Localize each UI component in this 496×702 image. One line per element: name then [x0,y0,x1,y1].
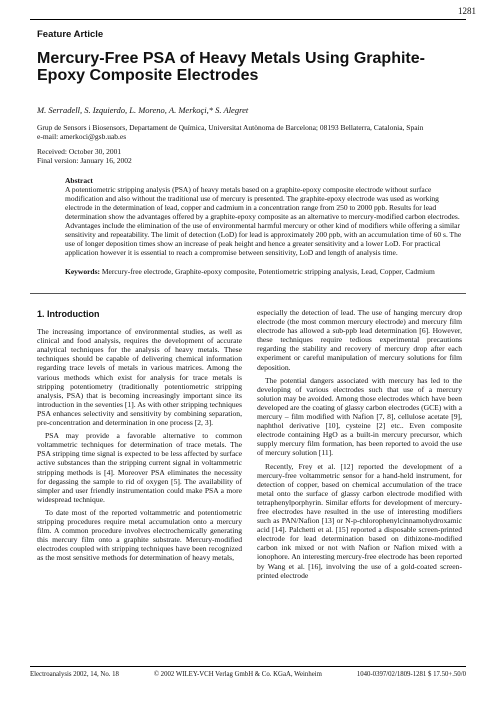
abstract [65,176,462,257]
section-heading: 1. Introduction [37,309,100,319]
paragraph: Recently, Frey et al. [12] reported the development of a mercury-free voltammetric sensor for a hand-held instrument, for detection of copper, based on chemical accumulation of the trace metal onto the surface of glassy carbon electrode modified with tetraphenylporphyrin. Similar efforts for development of mercury-free electrodes have resulted in the use of interesting modifiers such as PAN/Nafion [13] or N-p-chlorophenylcinnamohydroxamic acid [14]. Palchetti et al. [15] reported a disposable screen-printed electrode for lead determination based on dithizone-modified carbon ink mixed or not with Nafion or Nafion mixed with a ionophore. An interesting mercury-free electrode has been reported by Wang et al. [16], involving the use of a gold-coated screen-printed electrode [257,461,462,580]
paragraph: The potential dangers associated with mercury has led to the developing of various electrodes such that use of a mercury solution may be avoided. Among those electrodes which have been developed are the coating of glassy carbon electrodes (GCE) with a mercury – film modified with Nafion [7, 8], cellulose acetate [9], naphthol derivative [10], cysteine [2] etc.. Even composite electrode containing HgO as a built-in mercury precursor, which supply mercury film formation, has been reported to avoid the use of mercury solution [11]. [257,375,462,458]
email: e-mail: amerkoci@gsb.uab.es [37,132,127,141]
article-title: Mercury-Free PSA of Heavy Metals Using Graphite-Epoxy Composite Electrodes [37,50,425,84]
footer-rule [30,666,466,667]
body-column-right [257,308,462,584]
article-type: Feature Article [37,29,104,40]
body-column-left [37,304,242,566]
affiliation: Grup de Sensors i Biosensors, Departament de Química, Universitat Autònoma de Barcelona; 08193 Bellaterra, Catalonia, Spain [37,123,424,132]
page-footer [30,671,466,678]
abstract-text: A potentiometric stripping analysis (PSA) of heavy metals based on a graphite-epoxy composite electrode without surface modification and also without the traditional use of mercury is presented. The graphite-epoxy electrode was used as working electrode in the determination of lead, copper and cadmium in a concentration range from 250 to 2000 ppb. Results for lead determination show the advantages offered by a graphite-epoxy composite as an alternative to mercury-modified carbon electrodes. Advantages include the elimination of the use of environmental harmful mercury or other kind of modifiers while offering a similar sensitivity and repeatability. The limit of detection (LoD) for lead is approximately 200 ppb, with an accumulation time of 60 s. The use of longer deposition times show an increase of peak height and hence a greater sensitivity and a lower LoD. For practical application however it is essential to reach a compromise between sensitivity, LoD and length of analysis time. [65,185,462,257]
issn: 1040-0397/02/1809-1281 $ 17.50+.50/0 [356,671,466,678]
author-list: M. Serradell, S. Izquierdo, L. Moreno, A. Merkoçi,* S. Alegret [37,105,249,115]
journal-citation: Electroanalysis 2002, 14, No. 18 [30,671,119,678]
keywords [65,267,462,276]
paragraph: especially the detection of lead. The use of hanging mercury drop electrode (the most common mercury electrode) and mercury film electrode has allowed a sub-ppb lead determination [6]. However, these techniques require tedious experimental precautions regarding the stability and recovery of mercury drop after each experiment or careful manipulation of mercury solutions for film deposition. [257,308,462,372]
keywords-text: Mercury-free electrode, Graphite-epoxy composite, Potentiometric stripping analysis, Lead, Copper, Cadmium [101,267,435,276]
paragraph: The increasing importance of environmental studies, as well as clinical and food analysis, requires the development of accurate analytical techniques for the analysis of heavy metals. These techniques should be capable of delivering chemical information regarding trace levels of metals in various matrices. Among the various methods which exist for analysis for trace metals is stripping potentiometry (traditionally potentiometric stripping analysis, PSA) that is becoming increasingly important since its introduction in the seventies [1]. As with other stripping techniques PSA enhances selectivity and sensitivity by combining separation, pre-concentration and determination in one process [2, 3]. [37,327,242,428]
final-version-date: Final version: January 16, 2002 [37,156,132,165]
dates-block [37,147,132,165]
section-rule [30,293,466,294]
keywords-label: Keywords: [65,267,100,276]
paragraph: PSA may provide a favorable alternative to common voltammetric techniques for determination of trace metals. The PSA stripping time signal is expected to be less affected by surface active substances than the stripping current signal in voltammetric stripping methods is [4]. Moreover PSA eliminates the necessity for degassing the sample to rid of oxygen [5]. The availability of simpler and user friendly instrumentation could make PSA a more widespread technique. [37,431,242,504]
abstract-heading: Abstract [65,176,93,185]
affiliation-block [37,123,457,141]
page-number: 1281 [458,6,476,16]
header-rule [30,19,466,20]
copyright: © 2002 WILEY-VCH Verlag GmbH & Co. KGaA, Weinheim [153,671,322,678]
received-date: Received: October 30, 2001 [37,147,122,156]
paragraph: To date most of the reported voltammetric and potentiometric stripping procedures require metal accumulation onto a mercury film. A common procedure involves electrochemically generating this mercury film onto a graphite substrate. Mercury-modified electrodes coupled with stripping techniques have been recognized as the most sensitive methods for determination of heavy metals, [37,507,242,563]
